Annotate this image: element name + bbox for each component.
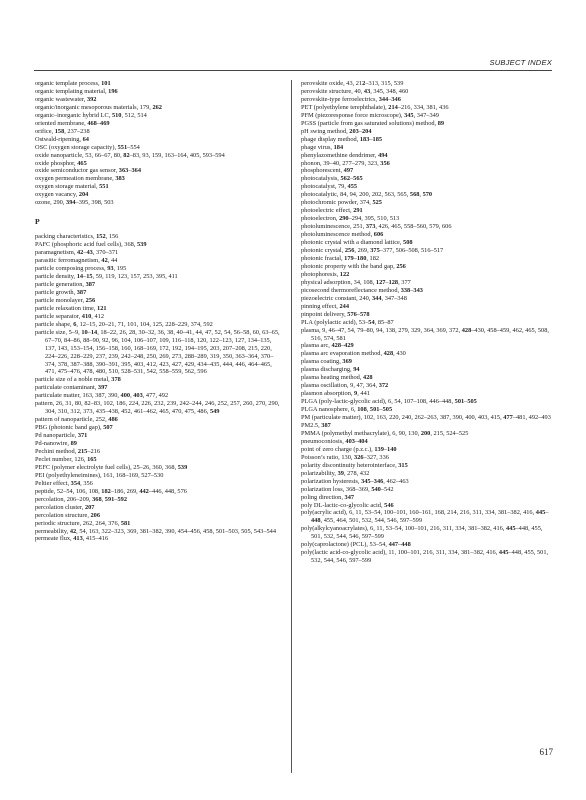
index-entry: piezoelectric constant, 240, 344, 347–348: [301, 294, 407, 302]
index-entry: organic template process, 101: [35, 80, 111, 87]
index-entry: PFM (piezoresponse force microscope), 345, 347–349: [301, 111, 439, 119]
index-entry: PEFC (polymer electrolyte fuel cells), 25–26, 360, 368, 539: [35, 463, 188, 471]
index-entry: perovskite structure, 40, 43, 345, 348, 460: [301, 87, 409, 95]
index-entry: percolation structure, 206: [35, 511, 101, 519]
index-entry: oxygen storage material, 551: [35, 183, 109, 191]
index-column-left: [35, 80, 280, 543]
index-entry: particulate contaminant, 397: [35, 384, 108, 392]
index-entry: pattern, 26, 31, 80, 82–83, 102, 186, 224, 226, 232, 239, 242–244, 246, 252, 257, 260, 270, 290, 304, 310, 312, 373, 435–438, 452, 461–462, 465, 470, 475, 486, 549: [35, 400, 280, 416]
running-header: [34, 58, 552, 70]
index-entry: particle monolayer, 256: [35, 296, 96, 304]
index-entry: pH swing method, 203–204: [301, 127, 372, 135]
index-entry: OSC (oxygen storage capacity), 551–554: [35, 143, 140, 151]
index-entry: photoluminescence, 251, 373, 426, 465, 558–560, 579, 606: [301, 223, 452, 231]
index-entry: particle relaxation time, 121: [35, 304, 107, 312]
index-entry: Peltier effect, 354, 356: [35, 479, 93, 487]
index-entry: photochromic powder, 374, 525: [301, 199, 382, 207]
index-entry: photocatalytic, 84, 94, 200, 202, 563, 565, 568, 570: [301, 191, 433, 199]
index-entry: photophoresis, 122: [301, 270, 350, 278]
index-entry: Pechini method, 215–216: [35, 447, 101, 455]
index-entry: phage virus, 184: [301, 143, 344, 151]
header-label: SUBJECT INDEX: [489, 58, 552, 67]
index-entry: perovskite oxide, 43, 212–313, 315, 539: [301, 80, 404, 87]
index-entry: oriented membrane, 468–469: [35, 119, 110, 127]
index-entry: physical adsorption, 34, 108, 127–128, 377: [301, 278, 411, 286]
index-entry: particle separator, 410, 412: [35, 312, 104, 320]
index-entry: periodic structure, 262, 264, 376, 581: [35, 519, 131, 527]
index-entry: organic templating material, 196: [35, 87, 118, 95]
index-entry: oxide nanoparticle, 53, 66–67, 80, 82–83, 93, 159, 163–164, 405, 593–594: [35, 151, 225, 159]
index-entry: PM (particulate matter), 102, 163, 220, 240, 262–263, 387, 390, 400, 403, 415, 477–481, 492–493: [301, 414, 551, 422]
index-entry: particle generation, 387: [35, 280, 96, 288]
index-entry: photonic fractal, 179–180, 182: [301, 254, 380, 262]
index-column-right: [301, 80, 553, 565]
index-entry: Pd nanoparticle, 371: [35, 432, 88, 440]
index-entry: PM2.5, 387: [301, 421, 331, 429]
index-entry: packing characteristics, 152, 156: [35, 233, 119, 241]
index-entry: particle composing process, 93, 195: [35, 265, 127, 273]
index-entry: photonic crystal, 256, 269, 375–377, 506–508, 516–517: [301, 247, 444, 255]
index-entry: PAFC (phosphoric acid fuel cells), 368, 539: [35, 241, 147, 249]
index-entry: pneumoconiosis, 403–404: [301, 437, 368, 445]
index-entry: oxygen permeation membrane, 383: [35, 175, 125, 183]
index-entry: particle size, 5–9, 10–14, 18–22, 26, 28, 30–32, 36, 38, 40–41, 44, 47, 52, 54, 56–58, 60, 63–65, 67–70, 84–86, 88–90, 92, 96, 104, 106–107, 109, 116–118, 120, 122–123, 127, 134–135, 137, 143, 153–154, 156–158, 160, 168–169, 172, 192, 194–195, 203, 207–208, 215, 220, 224–226, 228–229, 237, 239, 242–248, 250, 269, 273, 288–289, 319, 350, 363–364, 370–374, 378, 387–388, 390–391, 395, 403, 412, 423, 427, 429, 434–435, 444, 446, 464–465, 471, 475–476, 478, 480, 510, 528–531, 542, 558–559, 562, 596: [35, 328, 280, 376]
index-entry: poly(acrylic acid), 6, 11, 53–54, 100–101, 160–161, 168, 214, 216, 311, 334, 381–382, 416, 445–448, 455, 464, 501, 532, 544, 546, 597–599: [301, 509, 549, 525]
index-entry: ozone, 290, 394–395, 398, 503: [35, 199, 114, 207]
index-entry: perovskite-type ferroelectrics, 344–346: [301, 95, 401, 103]
index-entry: organic/inorganic mesoporous materials, 179, 262: [35, 103, 162, 111]
index-entry: PLGA (poly-lactic-glycolic acid), 6, 54, 107–108, 446–448, 501–505: [301, 398, 477, 406]
index-entry: PBG (photonic band gap), 507: [35, 424, 113, 432]
index-entry: polarization loss, 368–369, 540–542: [301, 485, 394, 493]
index-entry: pinpoint delivery, 576–578: [301, 310, 370, 318]
index-entry: phosphorescent, 497: [301, 167, 354, 175]
index-entry: Pd-nanowire, 89: [35, 440, 77, 448]
index-entry: photonic property with the band gap, 256: [301, 262, 406, 270]
section-gap: [35, 207, 280, 215]
header-rule: [34, 70, 552, 71]
index-entry: oxygen vacancy, 204: [35, 191, 89, 199]
index-entry: oxide semiconductor gas sensor, 363–364: [35, 167, 141, 175]
index-entry: particle growth, 387: [35, 288, 87, 296]
index-entry: orifice, 158, 237–238: [35, 127, 90, 135]
index-entry: PGSS (particle from gas saturated solutions) method, 89: [301, 119, 445, 127]
index-entry: photoluminescence method, 606: [301, 231, 384, 239]
index-entry: photoelectric effect, 291: [301, 207, 363, 215]
index-entry: plasma, 9, 46–47, 54, 79–80, 94, 138, 279, 329, 364, 369, 372, 428–430, 458–459, 462, 465, 508, 516, 574, 581: [301, 326, 549, 342]
index-entry: PLA (polylactic acid), 53–54, 85–87: [301, 318, 394, 326]
index-entry: paramagnetism, 42–43, 370–371: [35, 249, 119, 257]
index-entry: plasma arc, 428–429: [301, 342, 354, 350]
index-entry: plasma arc evaporation method, 428, 430: [301, 350, 406, 358]
index-entry: photocatalysis, 562–565: [301, 175, 363, 183]
index-entry: PEI (polyethyleneimines), 161, 168–169, 527–530: [35, 471, 164, 479]
index-entry: point of zero charge (p.z.c.), 139–140: [301, 445, 397, 453]
index-entry: percolation cluster, 207: [35, 503, 95, 511]
index-entry: parasitic ferromagnetism, 42, 44: [35, 257, 118, 265]
page-number: 617: [539, 747, 553, 757]
index-entry: phenylazomethine dendrimer, 494: [301, 151, 388, 159]
index-entry: poly(alkylcyanoacrylates), 6, 11, 53–54, 100–101, 216, 311, 334, 381–382, 416, 445–448, 455, 501, 532, 544, 546, 597–599: [301, 525, 543, 541]
index-entry: plasma heating method, 428: [301, 374, 373, 382]
index-entry: plasma oscillation, 9, 47, 364, 372: [301, 382, 389, 390]
index-entry: polarity discontinuity heterointerface, 315: [301, 461, 408, 469]
index-entry: poly DL-lactic-co-glycolic acid, 546: [301, 501, 394, 509]
index-entry: phonon, 39–40, 277–279, 323, 356: [301, 159, 390, 167]
index-entry: polarization hysteresis, 345–346, 462–463: [301, 477, 409, 485]
index-entry: pattern of nanoparticle, 252, 486: [35, 416, 118, 424]
index-entry: oxide phosphor, 465: [35, 159, 87, 167]
index-entry: particle density, 14–15, 59, 119, 123, 157, 253, 395, 411: [35, 273, 178, 281]
index-entry: organic–inorganic hybrid LC, 510, 512, 514: [35, 111, 147, 119]
index-entry: pinning effect, 244: [301, 302, 349, 310]
index-entry: particle size of a noble metal, 378: [35, 376, 121, 384]
index-entry: plasma coating, 369: [301, 358, 352, 366]
index-entry: peptide, 52–54, 106, 108, 182–186, 269, 442–446, 448, 576: [35, 487, 187, 495]
index-entry: photoelectron, 290–294, 395, 510, 513: [301, 215, 400, 223]
index-entry: poling direction, 347: [301, 493, 355, 501]
index-entry: Ostwald-ripening, 64: [35, 135, 89, 143]
index-entry: polarizability, 39, 278, 432: [301, 469, 370, 477]
index-entry: PMMA (polymethyl methacrylate), 6, 90, 130, 200, 215, 524–525: [301, 429, 469, 437]
index-entry: photonic crystal with a diamond lattice, 508: [301, 239, 413, 247]
index-entry: picosecond thermoreflectance method, 338–343: [301, 286, 423, 294]
index-entry: phage display method, 183–185: [301, 135, 383, 143]
index-entry: poly(caprolactone) (PCL), 53–54, 447–448: [301, 541, 411, 549]
index-entry: permeate flux, 413, 415–416: [35, 535, 109, 543]
index-entry: poly(lactic acid-co-glycolic acid), 11, 100–101, 216, 311, 334, 381–382, 416, 445–448, 455, 501, 532, 544, 546, 597–599: [301, 549, 549, 565]
index-entry: permeability, 42, 54, 163, 322–323, 369, 381–382, 390, 454–456, 458, 501–503, 505, 543–544: [35, 527, 276, 535]
index-entry: organic wastewater, 392: [35, 95, 97, 103]
column-divider: [291, 80, 292, 773]
index-entry: particle shape, 6, 12–15, 20–21, 71, 101, 104, 125, 228–229, 374, 592: [35, 320, 213, 328]
index-entry: PLGA nanosphere, 6, 108, 501–505: [301, 406, 393, 414]
index-entry: Peclet number, 126, 165: [35, 455, 97, 463]
index-entry: Poisson’s ratio, 130, 326–327, 336: [301, 453, 389, 461]
section-letter: P: [35, 217, 40, 227]
index-entry: plasma discharging, 94: [301, 366, 360, 374]
index-entry: PET (polyethylene terephthalate), 214–216, 334, 381, 436: [301, 103, 449, 111]
index-entry: particulate matter, 163, 387, 390, 400, 403, 477, 492: [35, 392, 169, 400]
index-entry: percolation, 206–209, 368, 591–592: [35, 495, 127, 503]
index-entry: plasmon absorption, 9, 441: [301, 390, 370, 398]
index-entry: photocatalyst, 79, 455: [301, 183, 358, 191]
